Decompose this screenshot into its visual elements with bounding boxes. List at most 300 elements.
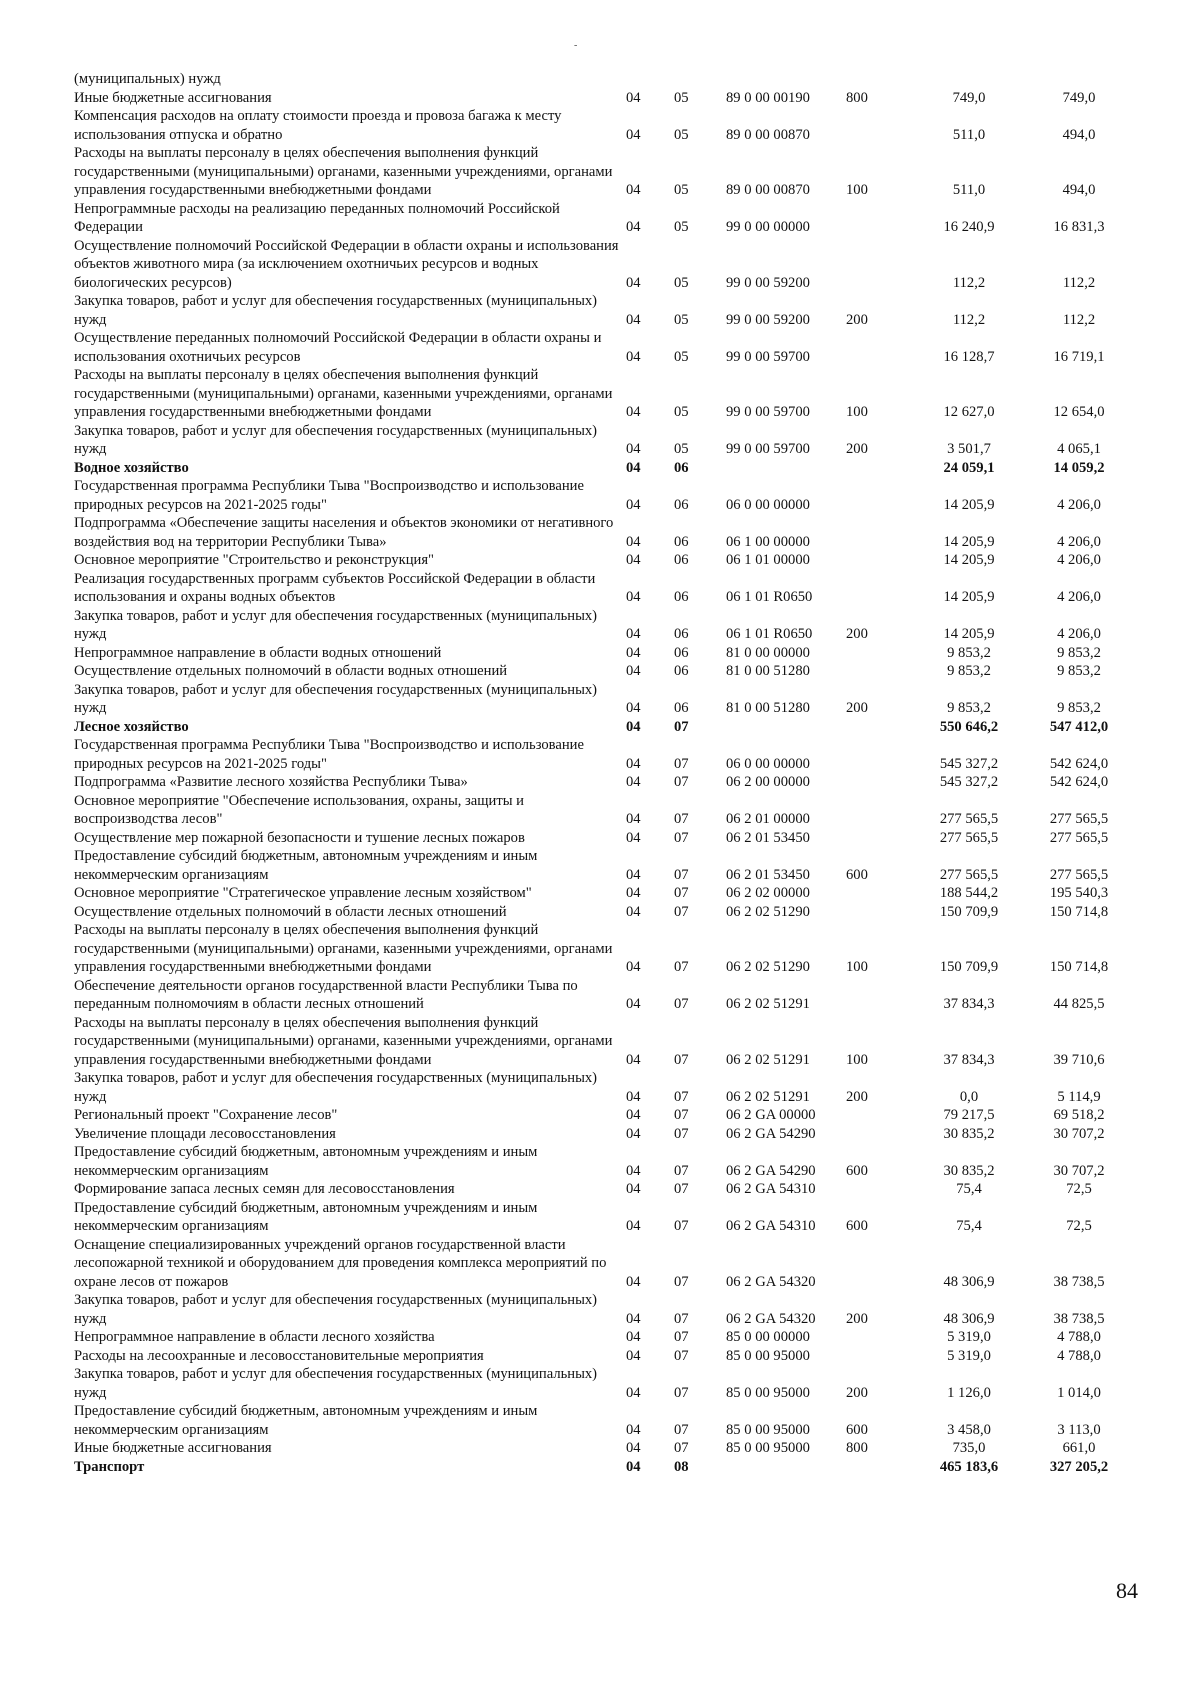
expense-type-code: [846, 1458, 914, 1477]
target-article-code: 81 0 00 51280: [726, 700, 810, 716]
table-row: [74, 977, 1134, 1014]
amount-year-2: 4 206,0: [1057, 626, 1101, 642]
table-row: [74, 829, 1134, 848]
section-code: 04: [626, 626, 641, 642]
section-code: 04: [626, 533, 641, 550]
amount-year-1: 79 217,5: [943, 1107, 995, 1123]
amount-year-2: 277 565,5: [1049, 829, 1109, 846]
target-article-code: 99 0 00 59700: [726, 441, 810, 457]
subsection-code: 07: [674, 1051, 689, 1068]
amount-year-2: 4 788,0: [1057, 1347, 1101, 1364]
amount-year-1: 3 501,7: [947, 441, 991, 457]
section-code: 04: [626, 1218, 641, 1234]
subsection-code: 07: [674, 1347, 689, 1364]
table-row: [74, 773, 1134, 792]
amount-year-1: 545 327,2: [939, 774, 999, 790]
expense-type-code: [846, 551, 914, 570]
row-name: Основное мероприятие "Строительство и реконструкция": [74, 552, 435, 568]
table-row: [74, 903, 1134, 922]
table-row: [74, 70, 1134, 89]
expense-type-code: [846, 1180, 914, 1199]
row-name: Закупка товаров, работ и услуг для обеспечения государственных (муниципальных) нужд: [74, 293, 598, 328]
target-article-code: 06 0 00 00000: [726, 755, 810, 772]
section-code: 04: [626, 496, 641, 513]
table-row: [74, 607, 1134, 644]
row-name: Осуществление отдельных полномочий в области лесных отношений: [74, 903, 507, 920]
budget-table: [74, 70, 1134, 1476]
subsection-code: 07: [674, 1329, 689, 1345]
section-code: 04: [626, 311, 641, 328]
amount-year-1: 48 306,9: [943, 1273, 995, 1290]
expense-type-code: [846, 1347, 914, 1366]
target-article-code: 85 0 00 95000: [726, 1384, 810, 1401]
expense-type-code: 600: [846, 866, 868, 883]
row-name: Подпрограмма «Развитие лесного хозяйства Республики Тыва»: [74, 774, 468, 790]
amount-year-1: 112,2: [952, 311, 986, 328]
subsection-code: 05: [674, 404, 689, 420]
expense-type-code: [846, 200, 914, 237]
subsection-code: 06: [674, 533, 689, 550]
table-row: [74, 107, 1134, 144]
row-name: (муниципальных) нужд: [74, 71, 221, 87]
amount-year-2: 277 565,5: [1049, 811, 1109, 827]
table-row: [74, 292, 1134, 329]
subsection-code: 07: [674, 885, 689, 901]
table-row: [74, 847, 1134, 884]
target-article-code: 85 0 00 00000: [726, 1329, 810, 1345]
row-name: Обеспечение деятельности органов государственной власти Республики Тыва по переданным полномочиям в области лесных отношений: [74, 977, 578, 1012]
amount-year-1: 14 205,9: [943, 533, 995, 550]
amount-year-2: 547 412,0: [1049, 718, 1109, 735]
subsection-code: 06: [674, 496, 689, 513]
section-code: 04: [626, 1107, 641, 1123]
target-article-code: 06 1 01 R0650: [726, 626, 813, 642]
expense-type-code: [846, 70, 914, 89]
subsection-code: 07: [674, 996, 689, 1012]
target-article-code: [726, 70, 846, 89]
subsection-code: 05: [674, 89, 689, 106]
table-row: [74, 718, 1134, 737]
subsection-code: 07: [674, 755, 689, 772]
amount-year-2: 9 853,2: [1057, 700, 1101, 716]
subsection-code: 07: [674, 1440, 689, 1456]
table-row: [74, 1458, 1134, 1477]
amount-year-2: 112,2: [1062, 311, 1096, 328]
table-row: [74, 792, 1134, 829]
amount-year-1: 75,4: [956, 1218, 982, 1234]
table-row: [74, 1328, 1134, 1347]
subsection-code: 07: [674, 829, 689, 846]
row-name: Предоставление субсидий бюджетным, автономным учреждениям и иным некоммерческим организациям: [74, 1199, 538, 1234]
amount-year-1: 14 205,9: [943, 589, 995, 605]
target-article-code: 85 0 00 95000: [726, 1421, 810, 1438]
row-name: Расходы на выплаты персоналу в целях обеспечения выполнения функций государственными (муниципальными) органами, казенными учреждениями, органами управления государственными внебюджетными фондами: [74, 922, 613, 975]
expense-type-code: [846, 1106, 914, 1125]
expense-type-code: [846, 1236, 914, 1292]
amount-year-2: 30 707,2: [1053, 1162, 1105, 1179]
amount-year-2: 542 624,0: [1049, 755, 1109, 772]
amount-year-1: 9 853,2: [947, 700, 991, 716]
subsection-code: 06: [674, 589, 689, 605]
target-article-code: 06 2 GA 54320: [726, 1273, 816, 1290]
table-row: [74, 1236, 1134, 1292]
table-row: [74, 1365, 1134, 1402]
section-code: 04: [626, 885, 641, 901]
target-article-code: 06 2 GA 54310: [726, 1218, 816, 1234]
row-name: Увеличение площади лесовосстановления: [74, 1125, 336, 1142]
expense-type-code: 600: [846, 1218, 868, 1234]
section-code: 04: [626, 126, 641, 143]
expense-type-code: [846, 903, 914, 922]
subsection-code: 07: [674, 1273, 689, 1290]
amount-year-1: 24 059,1: [943, 459, 995, 476]
amount-year-1: 37 834,3: [943, 996, 995, 1012]
expense-type-code: [846, 514, 914, 551]
table-row: [74, 1069, 1134, 1106]
section-code: 04: [626, 1088, 641, 1105]
subsection-code: 06: [674, 626, 689, 642]
row-name: Государственная программа Республики Тыва "Воспроизводство и использование природных ресурсов на 2021-2025 годы": [74, 737, 584, 772]
table-row: [74, 662, 1134, 681]
amount-year-1: 188 544,2: [939, 885, 999, 901]
table-row: [74, 736, 1134, 773]
section-code: 04: [626, 959, 641, 975]
section-code: 04: [626, 700, 641, 716]
expense-type-code: [846, 884, 914, 903]
section-code: [626, 70, 674, 89]
amount-year-1: 1 126,0: [947, 1384, 991, 1401]
section-code: 04: [626, 1458, 641, 1475]
expense-type-code: [846, 977, 914, 1014]
target-article-code: 99 0 00 59200: [726, 274, 810, 291]
expense-type-code: [846, 1328, 914, 1347]
section-code: 04: [626, 1125, 641, 1142]
section-code: 04: [626, 829, 641, 846]
expense-type-code: 200: [846, 1384, 868, 1401]
amount-year-1: 5 319,0: [947, 1329, 991, 1345]
amount-year-1: 30 835,2: [943, 1162, 995, 1179]
amount-year-2: 16 719,1: [1053, 348, 1105, 365]
target-article-code: 06 2 02 51291: [726, 1051, 810, 1068]
subsection-code: 07: [674, 718, 689, 735]
expense-type-code: 200: [846, 311, 868, 328]
amount-year-1: 75,4: [956, 1181, 982, 1197]
row-name: Осуществление мер пожарной безопасности и тушение лесных пожаров: [74, 829, 525, 846]
amount-year-2: 38 738,5: [1053, 1310, 1105, 1327]
subsection-code: 06: [674, 644, 689, 661]
amount-year-2: 150 714,8: [1049, 959, 1109, 975]
row-name: Расходы на выплаты персоналу в целях обеспечения выполнения функций государственными (муниципальными) органами, казенными учреждениями, органами управления государственными внебюджетными фондами: [74, 1014, 613, 1068]
target-article-code: 06 0 00 00000: [726, 496, 810, 513]
amount-year-1: 277 565,5: [939, 866, 999, 883]
target-article-code: 06 2 02 51290: [726, 903, 810, 920]
row-name: Непрограммное направление в области водных отношений: [74, 644, 442, 661]
expense-type-code: [846, 662, 914, 681]
row-name: Закупка товаров, работ и услуг для обеспечения государственных (муниципальных) нужд: [74, 422, 598, 457]
section-code: 04: [626, 274, 641, 291]
amount-year-2: 16 831,3: [1053, 219, 1105, 235]
target-article-code: 89 0 00 00870: [726, 182, 810, 198]
target-article-code: 06 2 GA 54290: [726, 1162, 816, 1179]
amount-year-2: 4 206,0: [1057, 496, 1101, 513]
section-code: 04: [626, 1421, 641, 1438]
section-code: 04: [626, 996, 641, 1012]
amount-year-2: 12 654,0: [1053, 404, 1105, 420]
target-article-code: 99 0 00 59700: [726, 404, 810, 420]
row-name: Иные бюджетные ассигнования: [74, 89, 272, 106]
amount-year-2: 150 714,8: [1049, 903, 1109, 920]
expense-type-code: [846, 570, 914, 607]
expense-type-code: [846, 329, 914, 366]
amount-year-2: 327 205,2: [1049, 1458, 1109, 1475]
amount-year-1: 550 646,2: [939, 718, 999, 735]
amount-year-1: 112,2: [952, 274, 986, 291]
table-row: [74, 921, 1134, 977]
amount-year-2: 9 853,2: [1057, 644, 1101, 661]
target-article-code: 85 0 00 95000: [726, 1347, 810, 1364]
table-row: [74, 1125, 1134, 1144]
amount-year-1: 14 205,9: [943, 552, 995, 568]
table-row: [74, 1199, 1134, 1236]
section-code: 04: [626, 663, 641, 679]
section-code: 04: [626, 404, 641, 420]
section-code: 04: [626, 903, 641, 920]
section-code: 04: [626, 1181, 641, 1197]
amount-year-2: 749,0: [1062, 89, 1096, 106]
table-row: [74, 1106, 1134, 1125]
row-name: Иные бюджетные ассигнования: [74, 1440, 272, 1456]
subsection-code: 05: [674, 311, 689, 328]
subsection-code: 06: [674, 459, 689, 476]
expense-type-code: [846, 736, 914, 773]
table-row: [74, 884, 1134, 903]
target-article-code: 06 2 GA 54310: [726, 1181, 816, 1197]
amount-year-1: 150 709,9: [939, 903, 999, 920]
row-name: Закупка товаров, работ и услуг для обеспечения государственных (муниципальных) нужд: [74, 607, 598, 642]
table-row: [74, 1143, 1134, 1180]
section-code: 04: [626, 552, 641, 568]
table-row: [74, 422, 1134, 459]
section-code: 04: [626, 718, 641, 735]
row-name: Закупка товаров, работ и услуг для обеспечения государственных (муниципальных) нужд: [74, 1366, 598, 1401]
target-article-code: 06 1 01 00000: [726, 552, 810, 568]
amount-year-2: 112,2: [1062, 274, 1096, 291]
expense-type-code: 200: [846, 626, 868, 642]
row-name: Формирование запаса лесных семян для лесовосстановления: [74, 1181, 455, 1197]
amount-year-2: 494,0: [1062, 126, 1096, 143]
row-name: Предоставление субсидий бюджетным, автономным учреждениям и иным некоммерческим организациям: [74, 1403, 538, 1438]
section-code: 04: [626, 1273, 641, 1290]
expense-type-code: 100: [846, 182, 868, 198]
subsection-code: 07: [674, 1181, 689, 1197]
target-article-code: 99 0 00 00000: [726, 219, 810, 235]
amount-year-2: 1 014,0: [1057, 1384, 1101, 1401]
subsection-code: 07: [674, 866, 689, 883]
table-row: [74, 570, 1134, 607]
row-name: Расходы на лесоохранные и лесовосстановительные мероприятия: [74, 1347, 484, 1364]
target-article-code: [726, 1458, 846, 1477]
table-row: [74, 1014, 1134, 1070]
target-article-code: 06 2 01 00000: [726, 811, 810, 827]
row-name: Основное мероприятие "Обеспечение использования, охраны, защиты и воспроизводства лесов": [74, 792, 524, 827]
section-code: 04: [626, 1384, 641, 1401]
row-name: Непрограммные расходы на реализацию переданных полномочий Российской Федерации: [74, 200, 560, 235]
section-code: 04: [626, 589, 641, 605]
subsection-code: 07: [674, 903, 689, 920]
expense-type-code: [846, 644, 914, 663]
amount-year-1: 735,0: [952, 1440, 986, 1456]
amount-year-2: 661,0: [1062, 1440, 1096, 1456]
expense-type-code: [846, 718, 914, 737]
subsection-code: 06: [674, 552, 689, 568]
amount-year-2: 4 206,0: [1057, 552, 1101, 568]
amount-year-2: 4 065,1: [1057, 441, 1101, 457]
amount-year-2: 69 518,2: [1053, 1107, 1105, 1123]
row-name: Закупка товаров, работ и услуг для обеспечения государственных (муниципальных) нужд: [74, 1292, 598, 1327]
table-row: [74, 329, 1134, 366]
amount-year-1: 37 834,3: [943, 1051, 995, 1068]
row-name: Закупка товаров, работ и услуг для обеспечения государственных (муниципальных) нужд: [74, 681, 598, 716]
amount-year-1: 511,0: [952, 126, 986, 143]
row-name: Компенсация расходов на оплату стоимости проезда и провоза багажа к месту использования отпуска и обратно: [74, 108, 562, 143]
section-code: 04: [626, 1440, 641, 1456]
table-row: [74, 237, 1134, 293]
expense-type-code: [846, 829, 914, 848]
section-code: 04: [626, 348, 641, 365]
table-row: [74, 1439, 1134, 1458]
section-code: 04: [626, 774, 641, 790]
amount-year-2: 5 114,9: [1057, 1088, 1101, 1105]
subsection-code: 07: [674, 1218, 689, 1234]
row-name: Основное мероприятие "Стратегическое управление лесным хозяйством": [74, 885, 532, 901]
expense-type-code: [846, 107, 914, 144]
expense-type-code: [846, 1125, 914, 1144]
target-article-code: [726, 459, 846, 478]
amount-year-1: 14 205,9: [943, 626, 995, 642]
amount-year-1: 14 205,9: [943, 496, 995, 513]
target-article-code: 06 2 GA 54320: [726, 1310, 816, 1327]
target-article-code: 06 2 01 53450: [726, 829, 810, 846]
amount-year-2: 4 206,0: [1057, 589, 1101, 605]
table-row: [74, 1347, 1134, 1366]
expense-type-code: 800: [846, 89, 868, 106]
amount-year-1: 749,0: [952, 89, 986, 106]
row-name: Реализация государственных программ субъектов Российской Федерации в области использования и охраны водных объектов: [74, 570, 596, 605]
expense-type-code: 200: [846, 441, 868, 457]
amount-year-1: [914, 70, 1024, 89]
target-article-code: 89 0 00 00870: [726, 126, 810, 143]
subsection-code: 07: [674, 1310, 689, 1327]
amount-year-2: 4 206,0: [1057, 533, 1101, 550]
amount-year-2: 44 825,5: [1053, 996, 1105, 1012]
table-row: [74, 477, 1134, 514]
expense-type-code: 100: [846, 1051, 868, 1068]
amount-year-1: 16 240,9: [943, 219, 995, 235]
row-name: Закупка товаров, работ и услуг для обеспечения государственных (муниципальных) нужд: [74, 1070, 598, 1105]
target-article-code: 99 0 00 59200: [726, 311, 810, 328]
expense-type-code: 100: [846, 404, 868, 420]
amount-year-1: 277 565,5: [939, 829, 999, 846]
target-article-code: 06 2 02 00000: [726, 885, 810, 901]
table-row: [74, 459, 1134, 478]
expense-type-code: 800: [846, 1440, 868, 1456]
section-code: 04: [626, 811, 641, 827]
row-name: Осуществление полномочий Российской Федерации в области охраны и использования объектов животного мира (за исключением охотничьих ресурсов и водных биологических ресурсов): [74, 237, 619, 291]
expense-type-code: 600: [846, 1162, 868, 1179]
table-row: [74, 144, 1134, 200]
row-name: Лесное хозяйство: [74, 718, 189, 735]
subsection-code: 06: [674, 700, 689, 716]
expense-type-code: 200: [846, 700, 868, 716]
expense-type-code: 200: [846, 1088, 868, 1105]
table-row: [74, 551, 1134, 570]
row-name: Осуществление отдельных полномочий в области водных отношений: [74, 663, 508, 679]
section-code: 04: [626, 1347, 641, 1364]
amount-year-2: [1024, 70, 1134, 89]
section-code: 04: [626, 1310, 641, 1327]
table-row: [74, 514, 1134, 551]
target-article-code: [726, 718, 846, 737]
subsection-code: 07: [674, 1162, 689, 1179]
target-article-code: 06 2 GA 54290: [726, 1125, 816, 1142]
target-article-code: 06 1 00 00000: [726, 533, 810, 550]
target-article-code: 06 2 02 51291: [726, 996, 810, 1012]
table-row: [74, 200, 1134, 237]
expense-type-code: [846, 792, 914, 829]
subsection-code: 05: [674, 441, 689, 457]
section-code: 04: [626, 644, 641, 661]
section-code: 04: [626, 1051, 641, 1068]
section-code: 04: [626, 866, 641, 883]
subsection-code: 07: [674, 1125, 689, 1142]
top-mark: -: [574, 40, 578, 51]
row-name: Транспорт: [74, 1458, 145, 1475]
amount-year-1: 465 183,6: [939, 1458, 999, 1475]
subsection-code: 07: [674, 1421, 689, 1438]
subsection-code: 07: [674, 811, 689, 827]
amount-year-1: 277 565,5: [939, 811, 999, 827]
subsection-code: 07: [674, 774, 689, 790]
amount-year-2: 542 624,0: [1049, 774, 1109, 790]
amount-year-2: 38 738,5: [1053, 1273, 1105, 1290]
row-name: Водное хозяйство: [74, 459, 189, 476]
target-article-code: 85 0 00 95000: [726, 1440, 810, 1456]
subsection-code: 06: [674, 663, 689, 679]
amount-year-2: 30 707,2: [1053, 1125, 1105, 1142]
amount-year-2: 3 113,0: [1057, 1421, 1101, 1438]
row-name: Расходы на выплаты персоналу в целях обеспечения выполнения функций государственными (муниципальными) органами, казенными учреждениями, органами управления государственными внебюджетными фондами: [74, 145, 613, 198]
subsection-code: 05: [674, 182, 689, 198]
section-code: 04: [626, 89, 641, 106]
target-article-code: 06 2 02 51290: [726, 959, 810, 975]
subsection-code: 05: [674, 126, 689, 143]
section-code: 04: [626, 459, 641, 476]
amount-year-1: 16 128,7: [943, 348, 995, 365]
target-article-code: 06 2 00 00000: [726, 774, 810, 790]
expense-type-code: [846, 773, 914, 792]
table-row: [74, 681, 1134, 718]
subsection-code: 07: [674, 1384, 689, 1401]
section-code: 04: [626, 1329, 641, 1345]
amount-year-1: 9 853,2: [947, 644, 991, 661]
subsection-code: 08: [674, 1458, 689, 1475]
target-article-code: 81 0 00 51280: [726, 663, 810, 679]
row-name: Осуществление переданных полномочий Российской Федерации в области охраны и использования охотничьих ресурсов: [74, 330, 602, 365]
amount-year-1: 12 627,0: [943, 404, 995, 420]
target-article-code: 81 0 00 00000: [726, 644, 810, 661]
amount-year-2: 4 788,0: [1057, 1329, 1101, 1345]
table-row: [74, 1402, 1134, 1439]
